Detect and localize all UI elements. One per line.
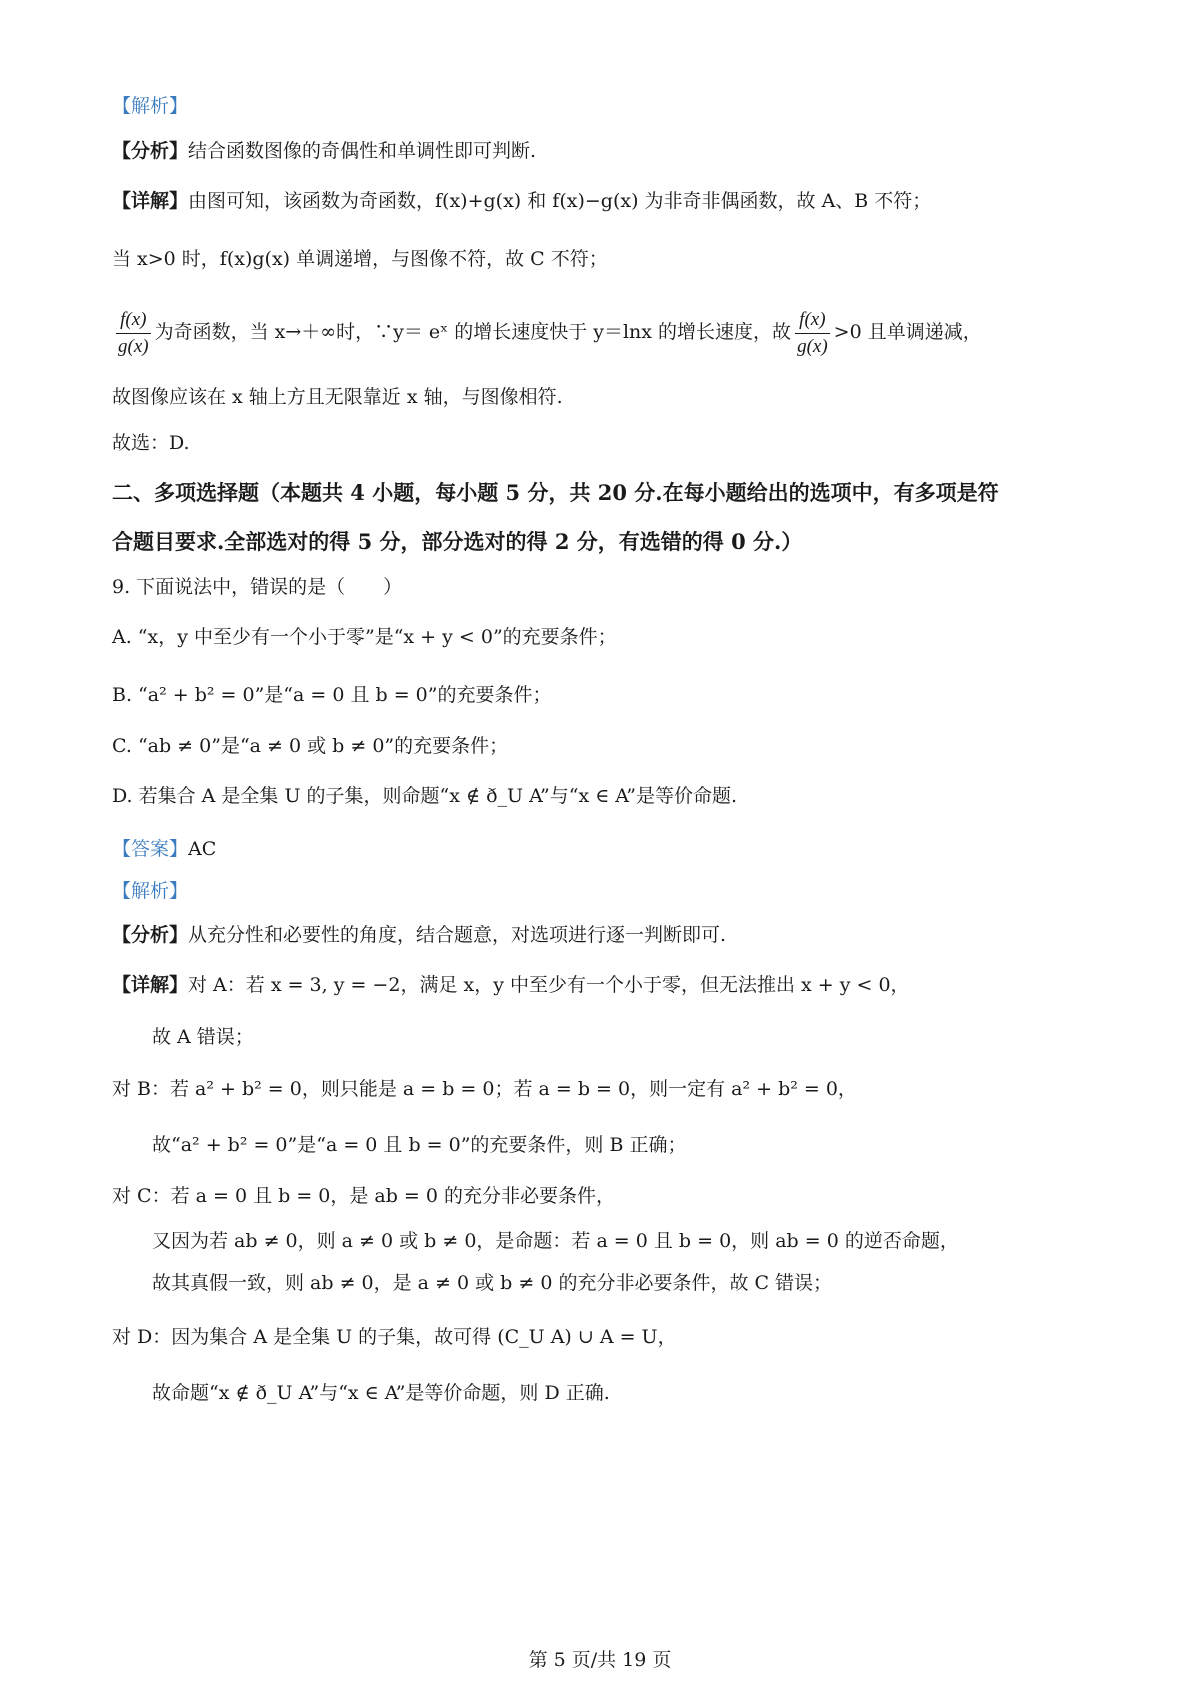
section-heading-line-1: 二、多项选择题（本题共 4 小题，每小题 5 分，共 20 分.在每小题给出的选项中，有多项是符 bbox=[112, 480, 999, 505]
detail-line-2: 当 x>0 时，f(x)g(x) 单调递增，与图像不符，故 C 不符； bbox=[112, 248, 608, 270]
analysis-summary-2: 【分析】从充分性和必要性的角度，结合题意，对选项进行逐一判断即可. bbox=[112, 924, 727, 946]
detail-line-4: 故图像应该在 x 轴上方且无限靠近 x 轴，与图像相符. bbox=[112, 386, 563, 408]
answer-line: 【答案】AC bbox=[112, 838, 217, 860]
analysis-summary: 【分析】结合函数图像的奇偶性和单调性即可判断. bbox=[112, 140, 537, 162]
question-9-stem: 9. 下面说法中，错误的是（ ） bbox=[112, 576, 403, 598]
analysis-heading: 【解析】 bbox=[112, 95, 189, 117]
option-d: D. 若集合 A 是全集 U 的子集，则命题“x ∉ ð_U A”与“x ∈ A”是等价命题. bbox=[112, 785, 737, 807]
detail-a-1: 【详解】对 A：若 x = 3, y = −2，满足 x，y 中至少有一个小于零，但无法推出 x + y < 0， bbox=[112, 974, 910, 996]
detail-d-2: 故命题“x ∉ ð_U A”与“x ∈ A”是等价命题，则 D 正确. bbox=[152, 1382, 610, 1404]
detail-c-2: 又因为若 ab ≠ 0，则 a ≠ 0 或 b ≠ 0，是命题：若 a = 0 且 b = 0，则 ab = 0 的逆否命题， bbox=[152, 1230, 959, 1252]
detail-line-1: 【详解】由图可知，该函数为奇函数，f(x)+g(x) 和 f(x)−g(x) 为非奇非偶函数，故 A、B 不符； bbox=[112, 190, 932, 212]
option-a: A. “x，y 中至少有一个小于零”是“x + y < 0”的充要条件； bbox=[112, 626, 617, 648]
detail-c-1: 对 C：若 a = 0 且 b = 0，是 ab = 0 的充分非必要条件， bbox=[112, 1185, 616, 1207]
detail-a-2: 故 A 错误； bbox=[152, 1026, 254, 1048]
section-heading-line-2: 合题目要求.全部选对的得 5 分，部分选对的得 2 分，有选错的得 0 分.） bbox=[112, 529, 803, 554]
detail-fraction-line: $\frac{f(x)}{g(x)}$ 为奇函数，当 x→＋∞时，∵y＝ eˣ 的增长速度快于 y＝lnx 的增长速度，故 $\frac{f(x)}{g(x)}$ >0 且单调递减， bbox=[112, 304, 1140, 364]
fraction-f-over-g: $\frac{f(x)}{g(x)}$ bbox=[118, 308, 149, 357]
fraction-f-over-g-2: $\frac{f(x)}{g(x)}$ bbox=[797, 308, 828, 357]
detail-c-3: 故其真假一致，则 ab ≠ 0，是 a ≠ 0 或 b ≠ 0 的充分非必要条件，故 C 错误； bbox=[152, 1272, 833, 1294]
detail-b-2: 故“a² + b² = 0”是“a = 0 且 b = 0”的充要条件，则 B 正确； bbox=[152, 1134, 687, 1156]
option-c: C. “ab ≠ 0”是“a ≠ 0 或 b ≠ 0”的充要条件； bbox=[112, 735, 509, 757]
detail-b-1: 对 B：若 a² + b² = 0，则只能是 a = b = 0；若 a = b = 0，则一定有 a² + b² = 0， bbox=[112, 1078, 857, 1100]
detail-d-1: 对 D：因为集合 A 是全集 U 的子集，故可得 (C_U A) ∪ A = U， bbox=[112, 1326, 677, 1348]
page-footer: 第 5 页/共 19 页 bbox=[528, 1649, 672, 1671]
analysis-heading-2: 【解析】 bbox=[112, 880, 189, 902]
option-b: B. “a² + b² = 0”是“a = 0 且 b = 0”的充要条件； bbox=[112, 684, 552, 706]
answer-choice-d: 故选：D. bbox=[112, 432, 190, 454]
